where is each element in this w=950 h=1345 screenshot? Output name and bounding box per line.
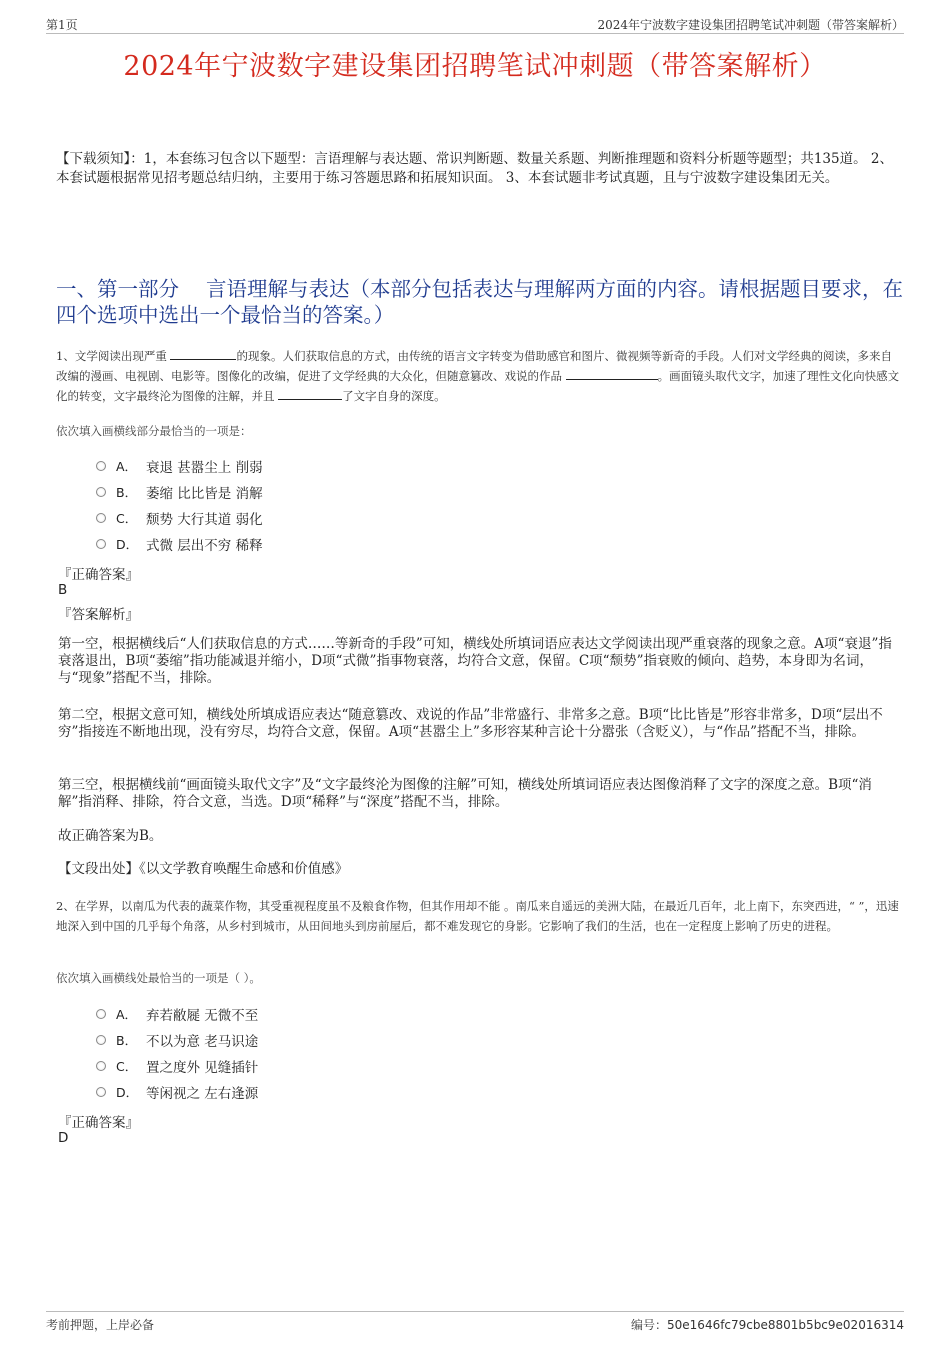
section-title: 一、第一部分 言语理解与表达（本部分包括表达与理解两方面的内容。请根据题目要求，在四个选项中选出一个最恰当的答案。） <box>56 277 904 327</box>
question-1-text-part: 。画面镜头取代文字，加速了理性文化向快感文化的转变，文字最终沦为图像的注解，并且 <box>56 369 900 403</box>
analysis-paragraph: 第三空，根据横线前“画面镜头取代文字”及“文字最终沦为图像的注解”可知，横线处所填词语应表达图像消释了文字的深度之意。B项“消解”指消释、排除，符合文意，当选。D项“稀释”与“深度”搭配不当，排除。 <box>58 777 872 810</box>
option-d[interactable]: D． 式微 层出不穷 稀释 <box>96 531 263 557</box>
analysis-paragraph: 第二空，根据文意可知，横线处所填成语应表达“随意篡改、戏说的作品”非常盛行、非常多之意。B项“比比皆是”形容非常多，D项“层出不穷”指接连不断地出现，没有穷尽，均符合文意，保留。A项“甚嚣尘上”多形容某种言论十分嚣张（含贬义），与“作品”搭配不当，排除。 <box>58 707 883 740</box>
fill-blank <box>278 388 342 400</box>
question-1-prompt: 依次填入画横线部分最恰当的一项是： <box>56 424 252 438</box>
question-1-text <box>56 346 902 406</box>
question-2-text: 2、在学界，以南瓜为代表的蔬菜作物，其受重视程度虽不及粮食作物，但其作用却不能 。南瓜来自遥远的美洲大陆，在最近几百年，北上南下，东突西进，“ ”，迅速地深入到中国的几乎每个角落，从乡村到城市，从田间地头到房前屋后，都不难发现它的身影。它影响了我们的生活，也在一定程度上影响了历史的进程。 <box>56 899 899 933</box>
doc-id-value: 50e1646fc79cbe8801b5bc9e02016314 <box>667 1318 904 1332</box>
doc-id-label: 编号： <box>631 1318 668 1332</box>
footer-slogan: 考前押题，上岸必备 <box>46 1318 155 1332</box>
passage-source: 【文段出处】《以文学教育唤醒生命感和价值感》 <box>58 861 349 877</box>
option-b[interactable]: B． 萎缩 比比皆是 消解 <box>96 479 263 505</box>
header-doc-name: 2024年宁波数字建设集团招聘笔试冲刺题（带答案解析） <box>597 18 904 32</box>
radio-icon[interactable] <box>96 539 106 549</box>
option-d[interactable]: D． 等闲视之 左右逢源 <box>96 1079 258 1105</box>
radio-icon[interactable] <box>96 1009 106 1019</box>
option-c[interactable]: C． 置之度外 见缝插针 <box>96 1053 258 1079</box>
radio-icon[interactable] <box>96 461 106 471</box>
analysis-conclusion: 故正确答案为B。 <box>58 828 163 844</box>
radio-icon[interactable] <box>96 1061 106 1071</box>
question-2-prompt: 依次填入画横线处最恰当的一项是（ ）。 <box>56 971 261 985</box>
radio-icon[interactable] <box>96 1035 106 1045</box>
analysis-label: 『答案解析』 <box>58 607 139 623</box>
answer-label: 『正确答案』 <box>58 567 139 583</box>
document-title: 2024年宁波数字建设集团招聘笔试冲刺题（带答案解析） <box>123 51 827 82</box>
answer-value: D <box>58 1130 69 1146</box>
answer-label: 『正确答案』 <box>58 1115 139 1131</box>
page-header <box>46 14 904 34</box>
fill-blank <box>566 368 658 380</box>
download-notice: 【下载须知】：1，本套练习包含以下题型：言语理解与表达题、常识判断题、数量关系题、判断推理题和资料分析题等题型；共135道。 2、本套试题根据常见招考题总结归纳，主要用于练习答题思路和拓展知识面。 3、本套试题非考试真题，且与宁波数字建设集团无关。 <box>56 151 893 186</box>
fill-blank <box>170 348 236 360</box>
answer-value: B <box>58 582 68 598</box>
radio-icon[interactable] <box>96 487 106 497</box>
question-1-options <box>96 453 263 557</box>
radio-icon[interactable] <box>96 1087 106 1097</box>
page-number: 第1页 <box>46 18 78 32</box>
option-b[interactable]: B． 不以为意 老马识途 <box>96 1027 258 1053</box>
option-a[interactable]: A． 衰退 甚嚣尘上 削弱 <box>96 453 263 479</box>
footer-doc-id <box>631 1316 904 1333</box>
option-a[interactable]: A． 弃若敝屣 无微不至 <box>96 1001 258 1027</box>
analysis-paragraph: 第一空，根据横线后“人们获取信息的方式……等新奇的手段”可知，横线处所填词语应表达文学阅读出现严重衰落的现象之意。A项“衰退”指衰落退出，B项“萎缩”指功能减退并缩小，D项“式微”指事物衰落，均符合文意，保留。C项“颓势”指衰败的倾向、趋势，本身即为名词，与“现象”搭配不当，排除。 <box>58 636 892 686</box>
question-1-text-part: 的现象。人们获取信息的方式，由传统的语言文字转变为借助感官和图片、微视频等新奇的手段。人们对文学经典的阅读，多来自改编的漫画、电视剧、电影等。图像化的改编，促进了文学经典的大众化，但随意篡改、戏说的作品 <box>56 349 892 383</box>
question-1-text-part: 了文字自身的深度。 <box>342 389 446 403</box>
question-1-text-part: 1、文学阅读出现严重 <box>56 349 167 363</box>
page-footer <box>46 1311 904 1335</box>
option-c[interactable]: C． 颓势 大行其道 弱化 <box>96 505 263 531</box>
radio-icon[interactable] <box>96 513 106 523</box>
question-2-options <box>96 1001 258 1105</box>
